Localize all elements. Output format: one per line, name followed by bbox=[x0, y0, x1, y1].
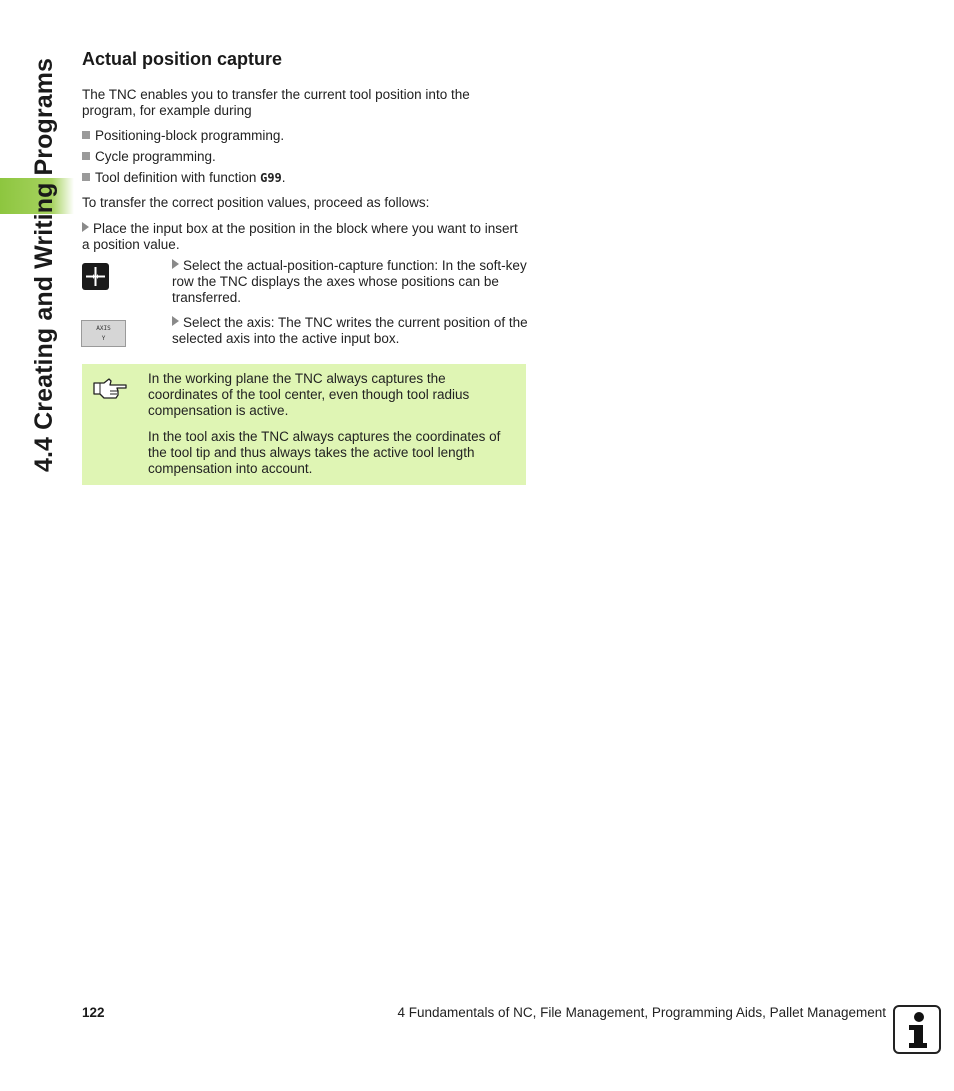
pointing-hand-icon bbox=[92, 374, 128, 400]
code-g99: G99 bbox=[260, 171, 282, 185]
softkey-label-line1: AXIS bbox=[96, 325, 111, 332]
square-bullet-icon bbox=[82, 152, 90, 160]
crosshair-icon bbox=[82, 263, 109, 290]
bullet-item: Tool definition with function G99. bbox=[82, 170, 286, 186]
proceed-paragraph: To transfer the correct position values, proceed as follows: bbox=[82, 195, 430, 210]
note-paragraph-1: In the working plane the TNC always captures the coordinates of the tool center, even though tool radius compensation is active. bbox=[148, 371, 470, 418]
bullet-item: Cycle programming. bbox=[82, 149, 216, 165]
step-3: Select the axis: The TNC writes the current position of the selected axis into the active input box. bbox=[172, 315, 528, 346]
chapter-footer: 4 Fundamentals of NC, File Management, Programming Aids, Pallet Management bbox=[397, 1005, 886, 1020]
triangle-arrow-icon bbox=[172, 316, 179, 326]
intro-paragraph: The TNC enables you to transfer the current tool position into the program, for example during bbox=[82, 87, 470, 118]
square-bullet-icon bbox=[82, 173, 90, 181]
page-number: 122 bbox=[82, 1005, 105, 1020]
page-heading: Actual position capture bbox=[82, 49, 283, 69]
step-1: Place the input box at the position in the block where you want to insert a position value. bbox=[82, 221, 518, 252]
info-icon bbox=[893, 1005, 941, 1054]
triangle-arrow-icon bbox=[82, 222, 89, 232]
triangle-arrow-icon bbox=[172, 259, 179, 269]
note-paragraph-2: In the tool axis the TNC always captures the coordinates of the tool tip and thus always takes the active tool length compensation into account. bbox=[148, 429, 501, 476]
section-title-vertical: 4.4 Creating and Writing Programs bbox=[30, 57, 58, 472]
softkey-label-line2: Y bbox=[101, 335, 106, 342]
note-box bbox=[82, 364, 526, 485]
step-2: Select the actual-position-capture function: In the soft-key row the TNC displays the axes whose positions can be transferred. bbox=[172, 258, 527, 305]
info-glyph bbox=[895, 1007, 939, 1052]
actual-position-capture-key-icon[interactable] bbox=[82, 263, 109, 290]
bullet-item: Positioning-block programming. bbox=[82, 128, 284, 144]
axis-y-softkey[interactable] bbox=[81, 320, 126, 347]
square-bullet-icon bbox=[82, 131, 90, 139]
